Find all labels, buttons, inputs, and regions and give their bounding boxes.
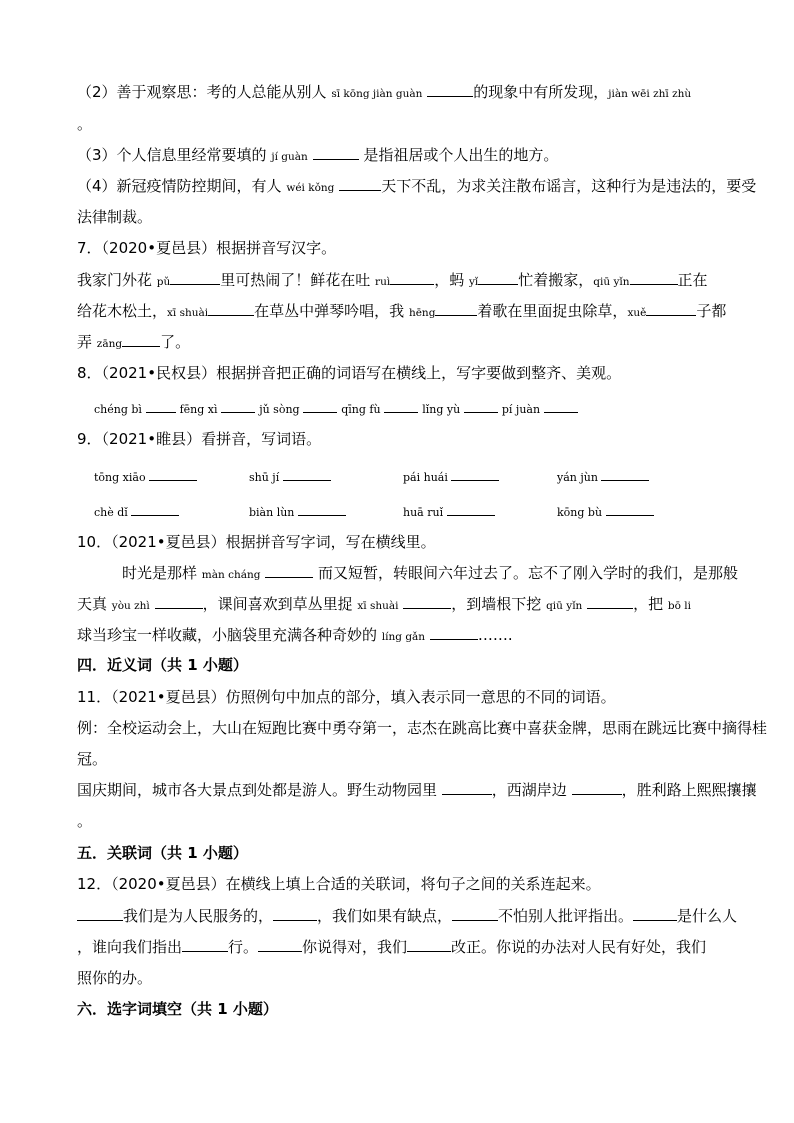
text: ，把 — [633, 595, 668, 613]
q9-item — [403, 466, 499, 484]
q9-item — [94, 466, 197, 484]
question-title: 8．（2021•民权县）根据拼音把正确的词语写在横线上，写字要做到整齐、美观。 — [77, 364, 622, 382]
text: 我家门外花 — [77, 271, 157, 289]
text: 天下不乱，为求关注散布谣言，这种行为是违法的，要受 — [381, 177, 757, 195]
answer-blank[interactable] — [464, 398, 498, 413]
question-title: 9．（2021•睢县）看拼音，写词语。 — [77, 430, 322, 448]
text: 是指祖居或个人出生的地方。 — [358, 146, 559, 164]
answer-blank[interactable] — [313, 145, 359, 160]
pinyin: biàn lùn — [249, 506, 295, 519]
q12-line-3 — [77, 968, 152, 988]
q9-item — [557, 501, 654, 519]
answer-blank[interactable] — [646, 301, 696, 316]
answer-blank[interactable] — [478, 270, 518, 285]
section-heading-4 — [77, 655, 248, 675]
text: 天真 — [77, 595, 112, 613]
q12-title — [77, 874, 601, 894]
pinyin: líng gǎn — [381, 631, 426, 643]
text: ，课间喜欢到草丛里捉 — [202, 595, 358, 613]
pinyin: bō li — [667, 600, 691, 612]
answer-blank[interactable] — [403, 594, 451, 609]
answer-blank[interactable] — [430, 625, 478, 640]
text: 行。 — [228, 938, 259, 956]
text: 时光是那样 — [122, 564, 202, 582]
answer-blank[interactable] — [572, 780, 622, 795]
pinyin: qiū yǐn — [546, 600, 583, 612]
answer-blank[interactable] — [606, 501, 654, 516]
pinyin: xī shuài — [357, 600, 399, 612]
q12-line-2 — [77, 937, 706, 957]
q9-title — [77, 429, 321, 449]
q7-line-1 — [77, 270, 708, 292]
q6-line-4 — [77, 176, 756, 198]
text: 忙着搬家， — [518, 271, 594, 289]
answer-blank[interactable] — [447, 501, 495, 516]
q8-items — [94, 398, 578, 416]
pinyin: lǐng yù — [422, 403, 461, 416]
text: 。 — [77, 812, 93, 830]
q6-line-2-end — [77, 114, 92, 134]
pinyin: fēng xì — [179, 403, 218, 416]
answer-blank[interactable] — [182, 937, 228, 952]
text: 不怕别人批评指出。 — [498, 907, 634, 925]
text: 是什么人 — [677, 907, 738, 925]
q6-line-5 — [77, 207, 152, 227]
answer-blank[interactable] — [283, 466, 331, 481]
text: ，到墙根下挖 — [451, 595, 547, 613]
answer-blank[interactable] — [170, 270, 220, 285]
answer-blank[interactable] — [587, 594, 633, 609]
pinyin: jí guàn — [271, 151, 308, 163]
section-heading-5 — [77, 843, 248, 863]
q7-line-2 — [77, 301, 726, 323]
answer-blank[interactable] — [258, 937, 302, 952]
q11-sentence — [77, 780, 757, 800]
answer-blank[interactable] — [265, 563, 313, 578]
text: 国庆期间，城市各大景点到处都是游人。野生动物园里 — [77, 781, 442, 799]
answer-blank[interactable] — [77, 906, 123, 921]
q12-line-1 — [77, 906, 737, 926]
text: 了。 — [160, 333, 191, 351]
text: ，胜利路上熙熙攘攘 — [621, 781, 757, 799]
answer-blank[interactable] — [451, 466, 499, 481]
answer-blank[interactable] — [146, 398, 176, 413]
heading: 四．近义词（共 1 小题） — [77, 656, 248, 674]
answer-blank[interactable] — [427, 82, 473, 97]
pinyin: màn cháng — [201, 569, 261, 581]
pinyin: yòu zhì — [111, 600, 150, 612]
pinyin: xī shuài — [167, 307, 209, 319]
q7-title — [77, 238, 336, 258]
text: 子都 — [696, 302, 727, 320]
text: ，西湖岸边 — [491, 781, 572, 799]
text: （3）个人信息里经常要填的 — [77, 146, 272, 164]
text: 给花木松土， — [77, 302, 168, 320]
text: 在草丛中弹琴吟唱，我 — [254, 302, 409, 320]
text: 法律制裁。 — [77, 208, 153, 226]
q9-item — [249, 501, 346, 519]
q6-line-2 — [77, 82, 691, 104]
text: ，蚂 — [434, 271, 469, 289]
question-title: 12．（2020•夏邑县）在横线上填上合适的关联词，将句子之间的关系连起来。 — [77, 875, 601, 893]
text: 正在 — [677, 271, 708, 289]
text: 我们是为人民服务的， — [123, 907, 274, 925]
text: 你说得对，我们 — [302, 938, 408, 956]
q11-sentence-end — [77, 811, 92, 831]
heading: 五．关联词（共 1 小题） — [77, 844, 248, 862]
q7-line-3 — [77, 332, 190, 354]
pinyin: xuě — [627, 307, 647, 319]
pinyin: chè dǐ — [94, 506, 128, 519]
text: 着歌在里面捉虫除草， — [477, 302, 628, 320]
pinyin: yǐ — [468, 276, 479, 288]
answer-blank[interactable] — [298, 501, 346, 516]
pinyin: sī kōng jiàn guàn — [331, 88, 423, 100]
text: 里可热闹了！鲜花在吐 — [220, 271, 376, 289]
q9-item — [94, 501, 179, 519]
text: ……. — [477, 626, 513, 644]
question-title: 7．（2020•夏邑县）根据拼音写汉字。 — [77, 239, 337, 257]
text: 球当珍宝一样收藏，小脑袋里充满各种奇妙的 — [77, 626, 382, 644]
answer-blank[interactable] — [601, 466, 649, 481]
answer-blank[interactable] — [407, 937, 451, 952]
pinyin: ruì — [375, 276, 391, 288]
q6-line-3 — [77, 145, 558, 167]
q11-title — [77, 687, 616, 707]
text: （4）新冠疫情防控期间，有人 — [77, 177, 287, 195]
section-heading-6 — [77, 999, 278, 1019]
q10-line-3 — [77, 625, 513, 647]
text: （2）善于观察思：考的人总能从别人 — [77, 83, 332, 101]
text: 。 — [77, 115, 93, 133]
pinyin: qiū yǐn — [593, 276, 630, 288]
text: 弄 — [77, 333, 97, 351]
pinyin: tōng xiāo — [94, 471, 146, 484]
answer-blank[interactable] — [544, 398, 578, 413]
answer-blank[interactable] — [208, 301, 254, 316]
answer-blank[interactable] — [221, 398, 255, 413]
answer-blank[interactable] — [131, 501, 179, 516]
answer-blank[interactable] — [390, 270, 434, 285]
text: ，我们如果有缺点， — [317, 907, 453, 925]
answer-blank[interactable] — [633, 906, 677, 921]
answer-blank[interactable] — [452, 906, 498, 921]
text: 改正。你说的办法对人民有好处，我们 — [451, 938, 707, 956]
pinyin: yán jùn — [557, 471, 598, 484]
q9-item — [403, 501, 495, 519]
example-text: 冠。 — [77, 750, 108, 768]
question-title: 11．（2021•夏邑县）仿照例句中加点的部分，填入表示同一意思的不同的词语。 — [77, 688, 616, 706]
q9-item — [249, 466, 331, 484]
q10-line-2 — [77, 594, 691, 616]
text: 的现象中有所发现， — [473, 83, 609, 101]
pinyin: pǔ — [156, 276, 171, 288]
pinyin: jiàn wēi zhī zhù — [608, 88, 692, 100]
q11-example-2 — [77, 749, 107, 769]
q10-line-1 — [122, 563, 738, 585]
answer-blank[interactable] — [435, 301, 477, 316]
text: 照你的办。 — [77, 969, 153, 987]
example-text: 例：全校运动会上，大山在短跑比赛中勇夺第一，志杰在跳高比赛中喜获金牌，思雨在跳远比赛中摘得桂 — [77, 719, 768, 737]
pinyin: hēng — [408, 307, 436, 319]
pinyin: huā ruǐ — [403, 506, 444, 519]
pinyin: pí juàn — [501, 403, 541, 416]
pinyin: wéi kǒng — [286, 182, 335, 194]
pinyin: kōng bù — [557, 506, 603, 519]
pinyin: pái huái — [403, 471, 448, 484]
answer-blank[interactable] — [155, 594, 203, 609]
answer-blank[interactable] — [442, 780, 492, 795]
text: ，谁向我们指出 — [77, 938, 183, 956]
answer-blank[interactable] — [303, 398, 337, 413]
answer-blank[interactable] — [149, 466, 197, 481]
heading: 六．选字词填空（共 1 小题） — [77, 1000, 278, 1018]
pinyin: shū jí — [249, 471, 280, 484]
text: 而又短暂，转眼间六年过去了。忘不了刚入学时的我们，是那般 — [313, 564, 739, 582]
answer-blank[interactable] — [273, 906, 317, 921]
answer-blank[interactable] — [384, 398, 418, 413]
question-title: 10．（2021•夏邑县）根据拼音写字词，写在横线里。 — [77, 533, 436, 551]
q9-item — [557, 466, 649, 484]
pinyin: jǔ sòng — [259, 403, 300, 416]
q11-example-1 — [77, 718, 767, 738]
answer-blank[interactable] — [339, 176, 381, 191]
pinyin: zāng — [96, 338, 123, 350]
pinyin: chéng bì — [94, 403, 142, 416]
answer-blank[interactable] — [122, 332, 160, 347]
answer-blank[interactable] — [630, 270, 678, 285]
q8-title — [77, 363, 621, 383]
q10-title — [77, 532, 436, 552]
pinyin: qīng fù — [341, 403, 381, 416]
